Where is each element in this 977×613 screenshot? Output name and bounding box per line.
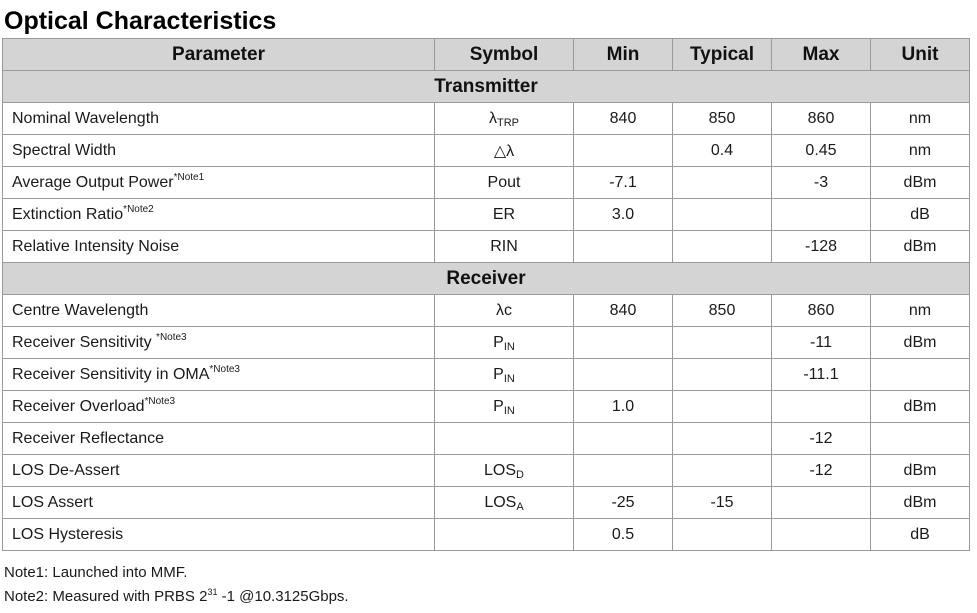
table-row (3, 391, 970, 423)
typical-cell (673, 231, 772, 263)
typical-cell (673, 167, 772, 199)
max-cell: -12 (772, 455, 871, 487)
unit-cell (871, 359, 970, 391)
min-cell: 0.5 (574, 519, 673, 551)
symbol-cell (435, 135, 574, 167)
typical-cell: -15 (673, 487, 772, 519)
param-cell (3, 487, 435, 519)
header-unit: Unit (871, 39, 970, 71)
param-name: LOS Hysteresis (12, 525, 124, 543)
unit-cell: dBm (871, 487, 970, 519)
min-cell: 1.0 (574, 391, 673, 423)
symbol-cell (435, 167, 574, 199)
footnote-1: Note1: Launched into MMF. (4, 564, 188, 581)
symbol-subscript: D (516, 468, 524, 481)
unit-cell: dBm (871, 231, 970, 263)
section-header-row (3, 263, 970, 295)
symbol-cell (435, 199, 574, 231)
max-cell: -11.1 (772, 359, 871, 391)
symbol-cell (435, 487, 574, 519)
min-cell: 840 (574, 295, 673, 327)
unit-cell: dB (871, 199, 970, 231)
symbol-text: P (493, 397, 504, 415)
symbol-subscript: IN (503, 404, 515, 417)
min-cell (574, 359, 673, 391)
param-name: Centre Wavelength (12, 301, 149, 319)
param-note-ref: *Note3 (144, 395, 176, 407)
table-row (3, 327, 970, 359)
param-name: LOS Assert (12, 493, 93, 511)
min-cell (574, 135, 673, 167)
symbol-text: λ (489, 109, 497, 127)
param-name: LOS De-Assert (12, 461, 120, 479)
symbol-cell (435, 359, 574, 391)
unit-cell: dBm (871, 327, 970, 359)
param-name: Receiver Sensitivity in OMA (12, 365, 210, 383)
symbol-subscript: TRP (497, 116, 519, 129)
symbol-cell (435, 231, 574, 263)
param-cell (3, 455, 435, 487)
table-body (3, 71, 970, 551)
symbol-cell (435, 391, 574, 423)
param-name: Receiver Sensitivity (12, 333, 157, 351)
min-cell (574, 455, 673, 487)
typical-cell (673, 391, 772, 423)
symbol-subscript: IN (503, 340, 515, 353)
param-cell (3, 295, 435, 327)
typical-cell: 0.4 (673, 135, 772, 167)
symbol-text: △λ (493, 142, 515, 160)
typical-cell (673, 455, 772, 487)
min-cell: -7.1 (574, 167, 673, 199)
symbol-text: Pout (487, 173, 521, 191)
param-note-ref: *Note2 (123, 203, 154, 215)
param-name: Spectral Width (12, 141, 117, 159)
symbol-subscript: A (516, 500, 524, 513)
param-cell (3, 167, 435, 199)
max-cell (772, 487, 871, 519)
unit-cell: dB (871, 519, 970, 551)
param-cell (3, 423, 435, 455)
symbol-cell (435, 423, 574, 455)
param-note-ref: *Note3 (209, 363, 240, 375)
table-row (3, 135, 970, 167)
unit-cell: nm (871, 103, 970, 135)
max-cell: 0.45 (772, 135, 871, 167)
header-max: Max (772, 39, 871, 71)
typical-cell: 850 (673, 103, 772, 135)
typical-cell (673, 423, 772, 455)
header-symbol: Symbol (435, 39, 574, 71)
min-cell: 3.0 (574, 199, 673, 231)
unit-cell: dBm (871, 167, 970, 199)
max-cell (772, 391, 871, 423)
table-row (3, 455, 970, 487)
min-cell (574, 231, 673, 263)
table-row (3, 167, 970, 199)
footnotes (4, 561, 349, 609)
footnote-2 (4, 585, 349, 609)
typical-cell (673, 327, 772, 359)
typical-cell (673, 199, 772, 231)
symbol-cell (435, 455, 574, 487)
param-name: Average Output Power (12, 173, 174, 191)
footnote-2-text: Note2: Measured with PRBS 2 (4, 588, 208, 605)
param-cell (3, 519, 435, 551)
typical-cell: 850 (673, 295, 772, 327)
param-name: Relative Intensity Noise (12, 237, 180, 255)
table-row (3, 295, 970, 327)
param-cell (3, 327, 435, 359)
table-row (3, 231, 970, 263)
table-row (3, 359, 970, 391)
header-typical: Typical (673, 39, 772, 71)
symbol-text: P (493, 365, 504, 383)
symbol-cell (435, 327, 574, 359)
param-name: Receiver Reflectance (12, 429, 165, 447)
unit-cell: nm (871, 135, 970, 167)
max-cell: -12 (772, 423, 871, 455)
header-parameter: Parameter (3, 39, 435, 71)
max-cell: -11 (772, 327, 871, 359)
typical-cell (673, 519, 772, 551)
param-cell (3, 359, 435, 391)
symbol-text: P (493, 333, 504, 351)
max-cell: 860 (772, 103, 871, 135)
min-cell: -25 (574, 487, 673, 519)
symbol-cell (435, 103, 574, 135)
symbol-text: LOS (484, 493, 517, 511)
symbol-subscript: IN (503, 372, 515, 385)
footnote-2-suffix: -1 @10.3125Gbps. (217, 588, 349, 605)
table-row (3, 103, 970, 135)
param-cell (3, 391, 435, 423)
min-cell: 840 (574, 103, 673, 135)
optical-characteristics-table (2, 38, 970, 551)
max-cell: -3 (772, 167, 871, 199)
symbol-text: λc (496, 301, 512, 319)
symbol-text: ER (492, 205, 516, 223)
typical-cell (673, 359, 772, 391)
max-cell (772, 199, 871, 231)
symbol-cell (435, 295, 574, 327)
table-row (3, 519, 970, 551)
table-row (3, 199, 970, 231)
header-min: Min (574, 39, 673, 71)
page-title: Optical Characteristics (4, 7, 277, 35)
section-title: Receiver (3, 263, 970, 295)
max-cell: -128 (772, 231, 871, 263)
param-cell (3, 199, 435, 231)
max-cell (772, 519, 871, 551)
param-note-ref: *Note1 (173, 171, 205, 183)
param-cell (3, 135, 435, 167)
param-cell (3, 231, 435, 263)
param-cell (3, 103, 435, 135)
param-note-ref: *Note3 (156, 331, 187, 343)
param-name: Extinction Ratio (12, 205, 124, 223)
param-name: Nominal Wavelength (12, 109, 160, 127)
table-header-row (3, 39, 970, 71)
min-cell (574, 423, 673, 455)
symbol-cell (435, 519, 574, 551)
unit-cell: nm (871, 295, 970, 327)
table-row (3, 487, 970, 519)
unit-cell: dBm (871, 455, 970, 487)
symbol-text: RIN (490, 237, 518, 255)
max-cell: 860 (772, 295, 871, 327)
footnote-2-exponent: 31 (207, 587, 218, 597)
min-cell (574, 327, 673, 359)
table-row (3, 423, 970, 455)
unit-cell (871, 423, 970, 455)
symbol-text: LOS (484, 461, 517, 479)
param-name: Receiver Overload (12, 397, 145, 415)
unit-cell: dBm (871, 391, 970, 423)
section-header-row (3, 71, 970, 103)
section-title: Transmitter (3, 71, 970, 103)
